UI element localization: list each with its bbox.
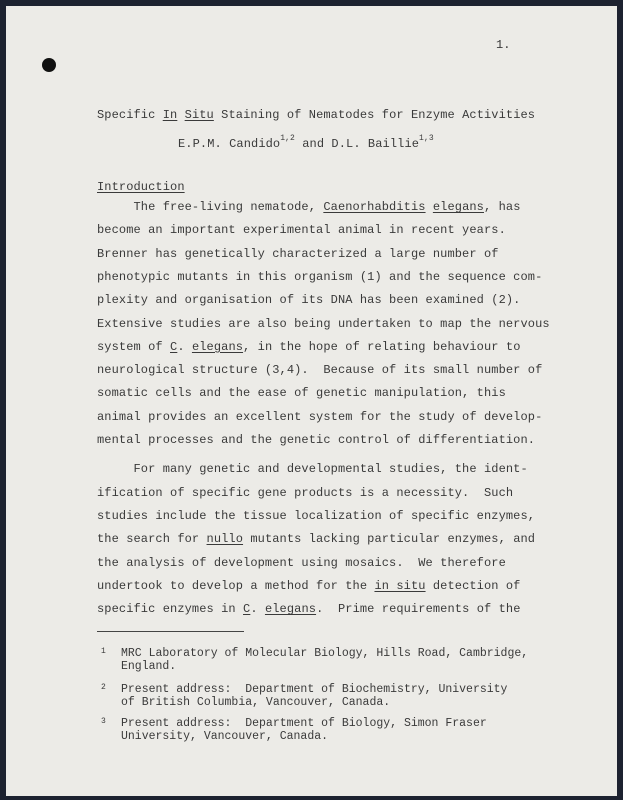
text-segment: For many genetic and developmental studies, the ident- (97, 462, 528, 477)
authors (178, 134, 434, 151)
text-segment: in situ (374, 578, 426, 593)
text-line (97, 433, 535, 447)
text-segment: neurological structure (3,4). Because of its small number of (97, 363, 543, 378)
author-1-affiliation: 1,2 (280, 134, 295, 143)
title-segment: Specific (97, 108, 163, 122)
text-line (97, 200, 521, 214)
text-segment: . (177, 339, 192, 354)
punch-hole (42, 58, 56, 72)
footnote-line: University, Vancouver, Canada. (121, 730, 329, 743)
text-segment: phenotypic mutants in this organism (1) and the sequence com- (97, 269, 543, 284)
document-page (6, 6, 617, 796)
document-title (97, 108, 535, 122)
text-line (97, 410, 542, 424)
footnote-line: Present address: Department of Biochemistry, University (121, 683, 508, 696)
page-number: 1. (496, 38, 511, 52)
text-line (97, 363, 542, 377)
text-line (97, 556, 506, 570)
text-segment: detection of (425, 578, 521, 593)
text-segment: studies include the tissue localization of specific enzymes, (97, 508, 536, 523)
text-segment: nullo (206, 532, 244, 547)
text-line (97, 386, 506, 400)
text-segment: Extensive studies are also being undertaken to map the nervous (97, 316, 550, 331)
footnote-line: MRC Laboratory of Molecular Biology, Hills Road, Cambridge, (121, 647, 529, 660)
text-segment: undertook to develop a method for the (97, 578, 375, 593)
text-line (97, 486, 513, 500)
text-segment: C (243, 602, 251, 617)
text-line (97, 509, 535, 523)
text-line (97, 602, 521, 616)
footnote-line: Present address: Department of Biology, Simon Fraser (121, 717, 487, 730)
text-segment: animal provides an excellent system for the study of develop- (97, 409, 543, 424)
text-segment: elegans (264, 602, 317, 617)
text-line (97, 247, 499, 261)
text-segment: elegans (191, 339, 244, 354)
text-line (97, 270, 542, 284)
text-segment: the search for (97, 532, 207, 547)
footnote-line: England. (121, 660, 177, 673)
text-segment: Caenorhabditis (323, 200, 426, 214)
footnote-number: 3 (101, 717, 106, 726)
text-segment: C (170, 339, 178, 354)
text-segment: plexity and organisation of its DNA has been examined (2). (97, 293, 521, 308)
text-line (97, 462, 528, 476)
text-segment: , has (483, 200, 521, 214)
text-segment: the analysis of development using mosaics. We therefore (97, 555, 506, 570)
footnote-rule (97, 631, 244, 632)
text-segment: mental processes and the genetic control of differentiation. (97, 433, 536, 447)
text-line (97, 579, 520, 593)
text-segment: , in the hope of relating behaviour to (243, 339, 521, 354)
text-segment: system of (97, 339, 171, 354)
text-line (97, 532, 535, 546)
text-segment: elegans (432, 200, 484, 214)
footnote-line: of British Columbia, Vancouver, Canada. (121, 696, 391, 709)
footnote-number: 2 (101, 683, 106, 692)
text-segment: Brenner has genetically characterized a large number of (97, 246, 499, 261)
text-segment: become an important experimental animal in recent years. (97, 223, 506, 238)
text-line (97, 223, 506, 237)
text-segment: . (250, 602, 265, 617)
author-1: E.P.M. Candido (178, 137, 281, 151)
footnote-number: 1 (101, 647, 106, 656)
text-line (97, 317, 550, 331)
title-segment: Staining of Nematodes for Enzyme Activities (213, 108, 536, 122)
text-segment: specific enzymes in (97, 602, 244, 617)
text-segment: somatic cells and the ease of genetic manipulation, this (97, 386, 506, 401)
text-line (97, 340, 521, 354)
text-segment: . Prime requirements of the (316, 602, 521, 617)
text-segment: The free-living nematode, (97, 200, 324, 214)
title-segment (177, 108, 184, 122)
text-line (97, 293, 520, 307)
text-segment: mutants lacking particular enzymes, and (243, 532, 536, 547)
title-segment: Situ (184, 108, 214, 122)
section-heading: Introduction (97, 180, 185, 194)
author-2: and D.L. Baillie (294, 137, 420, 151)
text-segment: ification of specific gene products is a necessity. Such (97, 485, 514, 500)
text-segment (426, 200, 433, 214)
title-segment: In (162, 108, 178, 122)
author-2-affiliation: 1,3 (419, 134, 434, 143)
